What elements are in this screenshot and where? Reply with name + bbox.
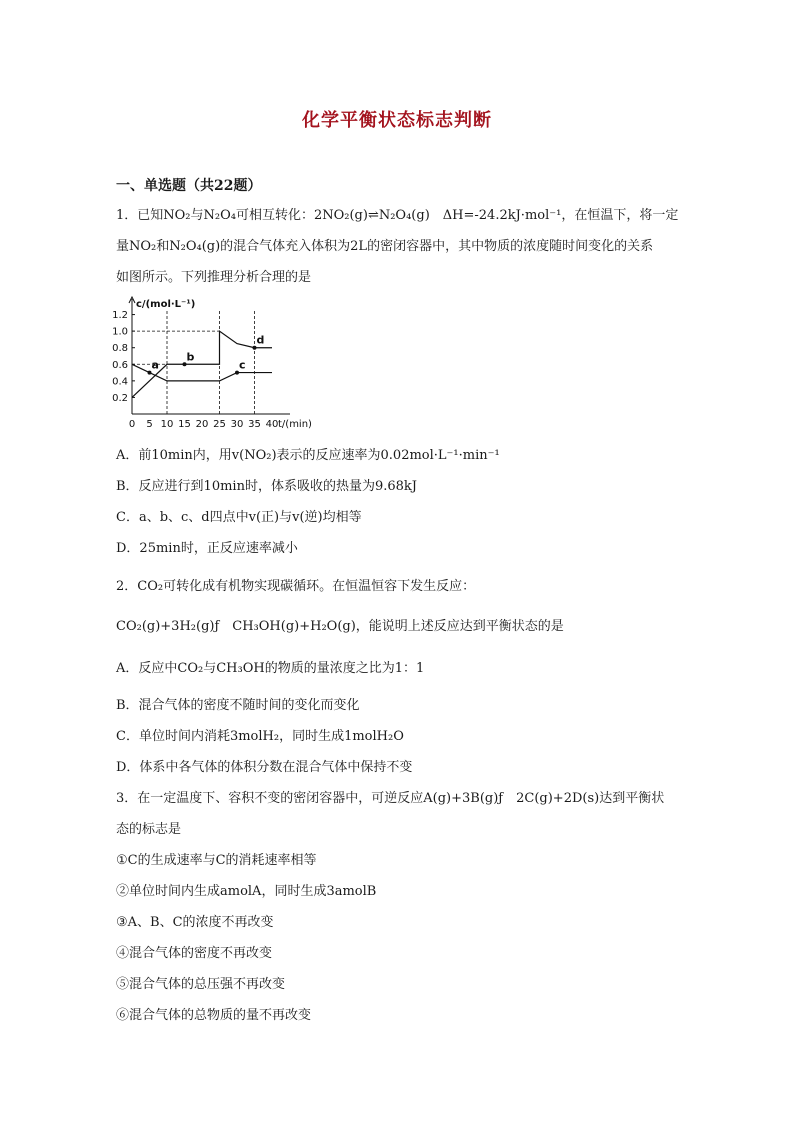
point-label-d: d [256, 333, 265, 347]
q1-option-d: D．25min时，正反应速率减小 [116, 541, 298, 556]
q1-option-a: A．前10min内，用v(NO₂)表示的反应速率为0.02mol·L⁻¹·min⁻¹ [116, 448, 500, 463]
q2-stem-line1: 2．CO₂可转化成有机物实现碳循环。在恒温恒容下发生反应： [116, 579, 476, 594]
point-label-a: a [151, 358, 159, 372]
q2-option-b: B．混合气体的密度不随时间的变化而变化 [116, 698, 360, 713]
q3-item: ⑤混合气体的总压强不再改变 [116, 977, 286, 992]
x-tick-label: 5 [146, 419, 153, 430]
q3-item: ①C的生成速率与C的消耗速率相等 [116, 853, 317, 868]
x-tick-label: 30 [230, 419, 244, 430]
q3-item: ③A、B、C的浓度不再改变 [116, 915, 274, 930]
q1-stem-line1: 1．已知NO₂与N₂O₄可相互转化：2NO₂(g)⇌N₂O₄(g) ΔH=-24.2kJ·mol⁻¹，在恒温下，将一定 [116, 208, 679, 223]
y-axis-label: c/(mol·L⁻¹) [136, 299, 196, 310]
point-label-c: c [239, 358, 246, 372]
x-tick-label: 20 [195, 419, 209, 430]
y-tick-label: 0.6 [112, 359, 128, 371]
y-tick-label: 0.2 [112, 392, 128, 404]
x-tick-label: 25 [213, 419, 226, 430]
page-title: 化学平衡状态标志判断 [302, 110, 492, 131]
q2-stem-line2: CO₂(g)+3H₂(g)ƒ CH₃OH(g)+H₂O(g)，能说明上述反应达到平衡状态的是 [116, 619, 564, 634]
x-tick-label: 10 [160, 419, 174, 430]
x-axis-label: t/(min) [278, 419, 312, 430]
q3-item: ⑥混合气体的总物质的量不再改变 [116, 1008, 312, 1023]
x-tick-label: 15 [178, 419, 191, 430]
q1-stem-line3: 如图所示。下列推理分析合理的是 [116, 270, 312, 285]
q2-option-a: A．反应中CO₂与CH₃OH的物质的量浓度之比为1：1 [116, 661, 425, 676]
q3-item: ②单位时间内生成amolA，同时生成3amolB [116, 884, 377, 899]
q1-option-c: C．a、b、c、d四点中v(正)与v(逆)均相等 [116, 510, 362, 525]
y-tick-label: 0.8 [112, 343, 128, 355]
y-tick-label: 1.0 [112, 326, 128, 338]
q2-option-d: D．体系中各气体的体积分数在混合气体中保持不变 [116, 760, 413, 775]
q1-stem-line2: 量NO₂和N₂O₄(g)的混合气体充入体积为2L的密闭容器中，其中物质的浓度随时间变化的关系 [116, 239, 654, 254]
x-tick-label: 35 [248, 419, 261, 430]
q2-option-c: C．单位时间内消耗3molH₂，同时生成1molH₂O [116, 729, 404, 744]
y-tick-label: 1.2 [112, 310, 128, 322]
x-tick-label: 40 [265, 419, 279, 430]
q1-option-b: B．反应进行到10min时，体系吸收的热量为9.68kJ [116, 479, 417, 494]
q3-item: ④混合气体的密度不再改变 [116, 946, 273, 961]
x-tick-label: 0 [128, 419, 136, 430]
concentration-time-chart [112, 293, 312, 433]
y-tick-label: 0.4 [112, 376, 128, 388]
q3-stem-line1: 3．在一定温度下、容积不变的密闭容器中，可逆反应A(g)+3B(g)ƒ 2C(g)+2D(s)达到平衡状 [116, 791, 665, 806]
section-heading: 一、单选题（共22题） [116, 178, 262, 194]
point-label-b: b [186, 350, 195, 364]
q3-stem-line2: 态的标志是 [116, 822, 182, 837]
